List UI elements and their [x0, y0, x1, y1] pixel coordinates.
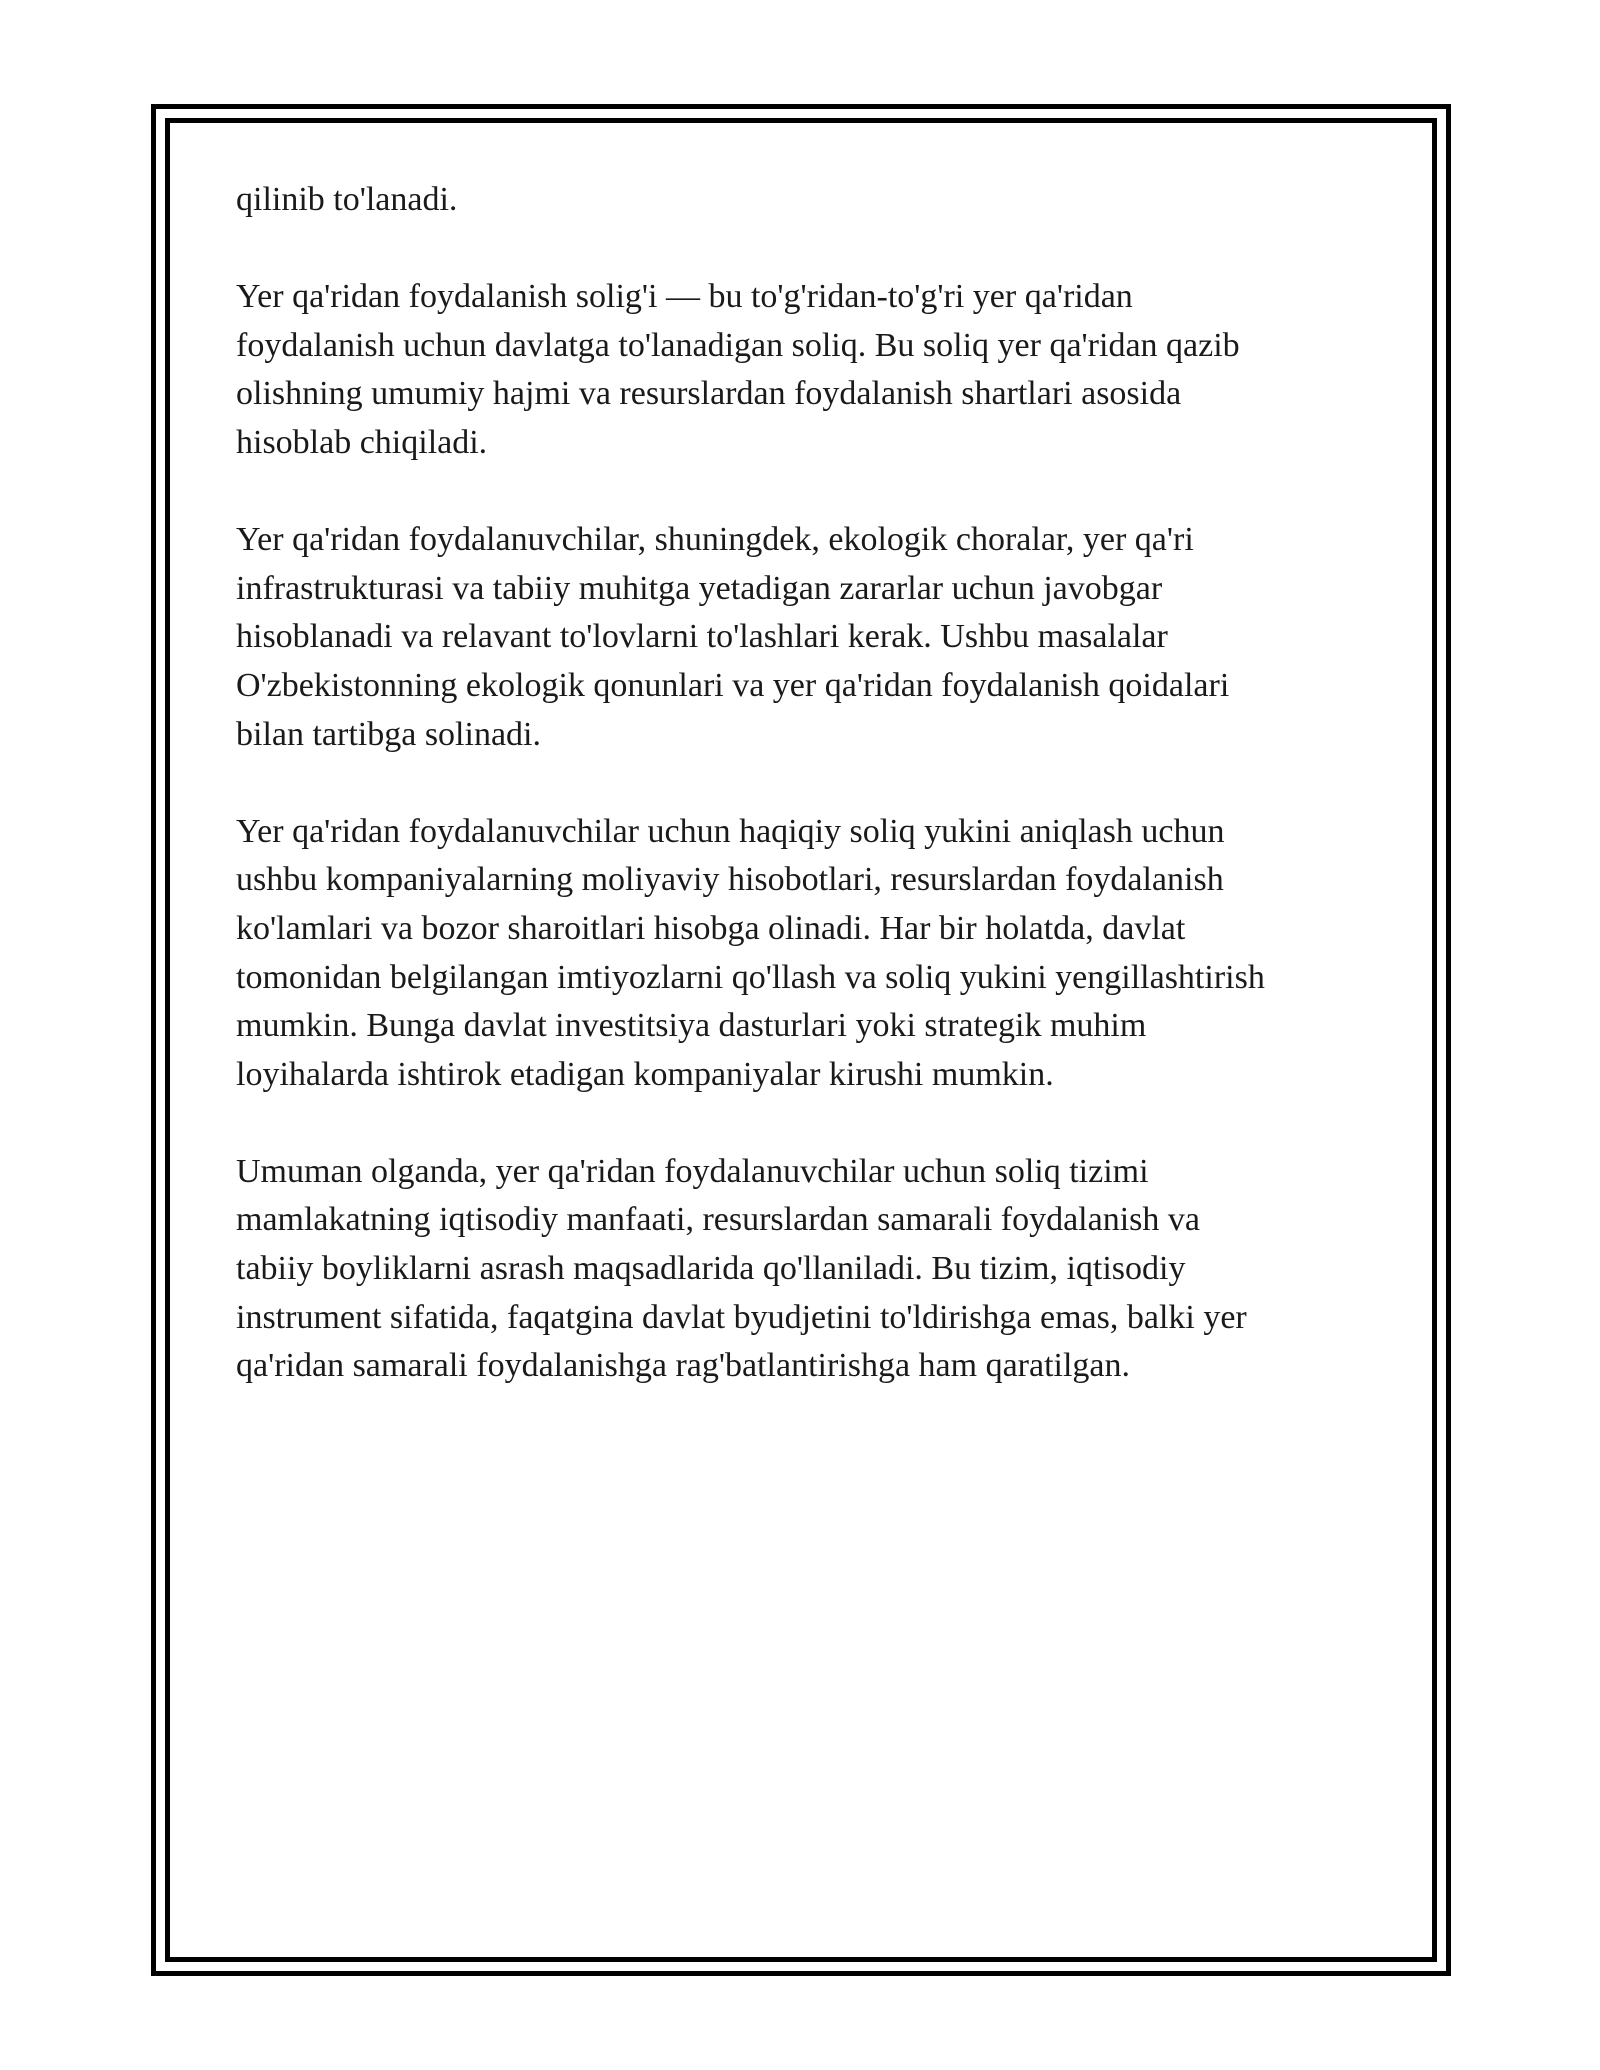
paragraph-continuation: qilinib to'lanadi. — [236, 181, 458, 218]
paragraph-subsoil-tax: Yer qa'ridan foydalanish solig'i — bu to'g'ridan-to'g'ri yer qa'ridan foydalanish uchun davlatga to'lanadigan soliq. Bu soliq yer qa'ridan qazib olishning umumiy hajmi va resurslardan foydalanish shartlari asosida hisoblab chiqiladi. — [236, 278, 1240, 461]
page-body — [236, 176, 1366, 1439]
paragraph-tax-burden: Yer qa'ridan foydalanuvchilar uchun haqiqiy soliq yukini aniqlash uchun ushbu kompaniyalarning moliyaviy hisobotlari, resurslardan foydalanish ko'lamlari va bozor sharoitlari hisobga olinadi. Har bir holatda, davlat tomonidan belgilangan imtiyozlarni qo'llash va soliq yukini yengillashtirish mumkin. Bunga davlat investitsiya dasturlari yoki strategik muhim loyihalarda ishtirok etadigan kompaniyalar kirushi mumkin. — [236, 812, 1265, 1093]
paragraph-environmental-liability: Yer qa'ridan foydalanuvchilar, shuningdek, ekologik choralar, yer qa'ri infrastrukturasi va tabiiy muhitga yetadigan zararlar uchun javobgar hisoblanadi va relavant to'lovlarni to'lashlari kerak. Ushbu masalalar O'zbekistonning ekologik qonunlari va yer qa'ridan foydalanish qoidalari bilan tartibga solinadi. — [236, 521, 1230, 753]
paragraph-conclusion: Umuman olganda, yer qa'ridan foydalanuvchilar uchun soliq tizimi mamlakatning iqtisodiy manfaati, resurslardan samarali foydalanish va tabiiy boyliklarni asrash maqsadlarida qo'llaniladi. Bu tizim, iqtisodiy instrument sifatida, faqatgina davlat byudjetini to'ldirishga emas, balki yer qa'ridan samarali foydalanishga rag'batlantirishga ham qaratilgan. — [236, 1152, 1247, 1385]
